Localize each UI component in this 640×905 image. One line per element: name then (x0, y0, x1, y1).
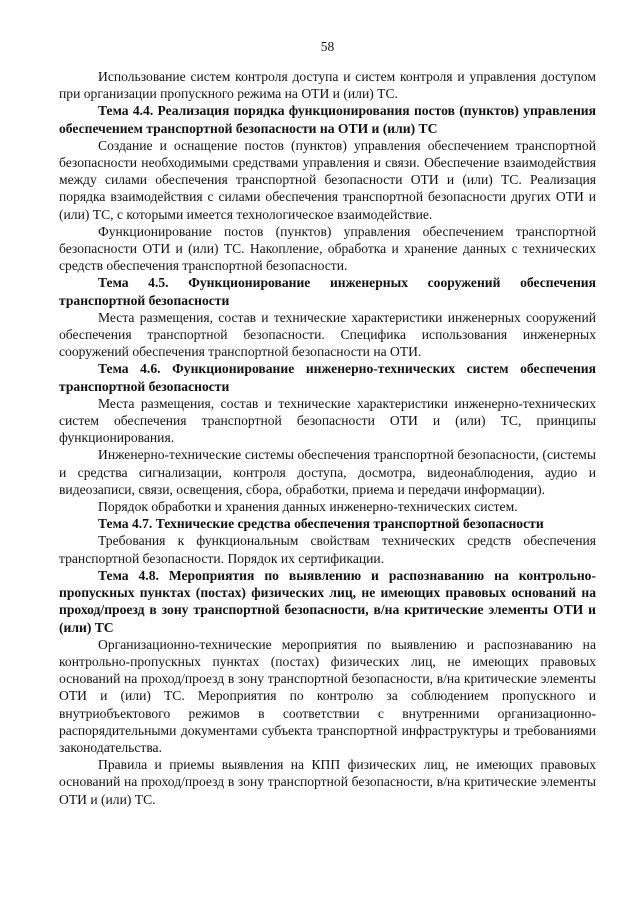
paragraph-checkpoint-measures: Организационно-технические мероприятия по выявлению и распознаванию на контрольно-пропускных пунктах (постах) физических лиц, не имеющих правовых оснований на проход/проезд в зону транспортной безопасности, в/на критические элементы ОТИ и (или) ТС. Мероприятия по контролю за соблюдением пропускного и внутриобъектового режимов в соответствии с внутренними организационно-распорядительными документами субъекта транспортной инфраструктуры и требованиями законодательства. (59, 636, 596, 755)
paragraph-access-control: Использование систем контроля доступа и систем контроля и управления доступом при организации пропускного режима на ОТИ и (или) ТС. (59, 69, 596, 102)
paragraph-engineering-structures: Места размещения, состав и технические характеристики инженерных сооружений обеспечения транспортной безопасности. Специфика использования инженерных сооружений обеспечения транспортной безопасности на ОТИ. (59, 309, 596, 360)
paragraph-systems-list: Инженерно-технические системы обеспечения транспортной безопасности, (системы и средства сигнализации, контроля доступа, досмотра, видеонаблюдения, аудио и видеозаписи, связи, освещения, сбора, обработки, приема и передачи информации). (59, 447, 596, 497)
page-number: 58 (320, 39, 335, 54)
paragraph-technical-requirements: Требования к функциональным свойствам технических средств обеспечения транспортной безопасности. Порядок их сертификации. (59, 533, 596, 566)
heading-topic-4-7: Тема 4.7. Технические средства обеспечения транспортной безопасности (98, 516, 544, 532)
paragraph-posts-creation: Создание и оснащение постов (пунктов) управления обеспечением транспортной безопасности необходимыми средствами управления и связи. Обеспечение взаимодействия между силами обеспечения транспортной безопасности ОТИ и (или) ТС. Реализация порядка взаимодействия с силами обеспечения транспортной безопасности других ОТИ и (или) ТС, с которыми имеется технологическое взаимодействие. (59, 137, 596, 222)
paragraph-systems-placement: Места размещения, состав и технические характеристики инженерно-технических систем обеспечения транспортной безопасности ОТИ и (или) ТС, принципы функционирования. (59, 395, 596, 446)
heading-topic-4-6: Тема 4.6. Функционирование инженерно-технических систем обеспечения транспортной безопасности (59, 361, 596, 394)
paragraph-data-storage: Порядок обработки и хранения данных инженерно-технических систем. (98, 499, 518, 515)
heading-topic-4-5: Тема 4.5. Функционирование инженерных сооружений обеспечения транспортной безопасности (59, 275, 596, 308)
paragraph-posts-functioning: Функционирование постов (пунктов) управления обеспечением транспортной безопасности ОТИ и (или) ТС. Накопление, обработка и хранение данных с техническиx средств обеспечения транспортной безопасности. (59, 223, 596, 274)
heading-topic-4-8: Тема 4.8. Мероприятия по выявлению и распознаванию на контрольно-пропускных пунктах (постах) физических лиц, не имеющих правовых оснований на проход/проезд в зону транспортной безопасности, в/на критические элементы ОТИ и (или) ТС (59, 567, 596, 635)
heading-topic-4-4: Тема 4.4. Реализация порядка функционирования постов (пунктов) управления обеспечением транспортной безопасности на ОТИ и (или) ТС (59, 103, 596, 136)
paragraph-checkpoint-rules: Правила и приемы выявления на КПП физических лиц, не имеющих правовых оснований на проход/проезд в зону транспортной безопасности, в/на критические элементы ОТИ и (или) ТС. (59, 757, 596, 807)
